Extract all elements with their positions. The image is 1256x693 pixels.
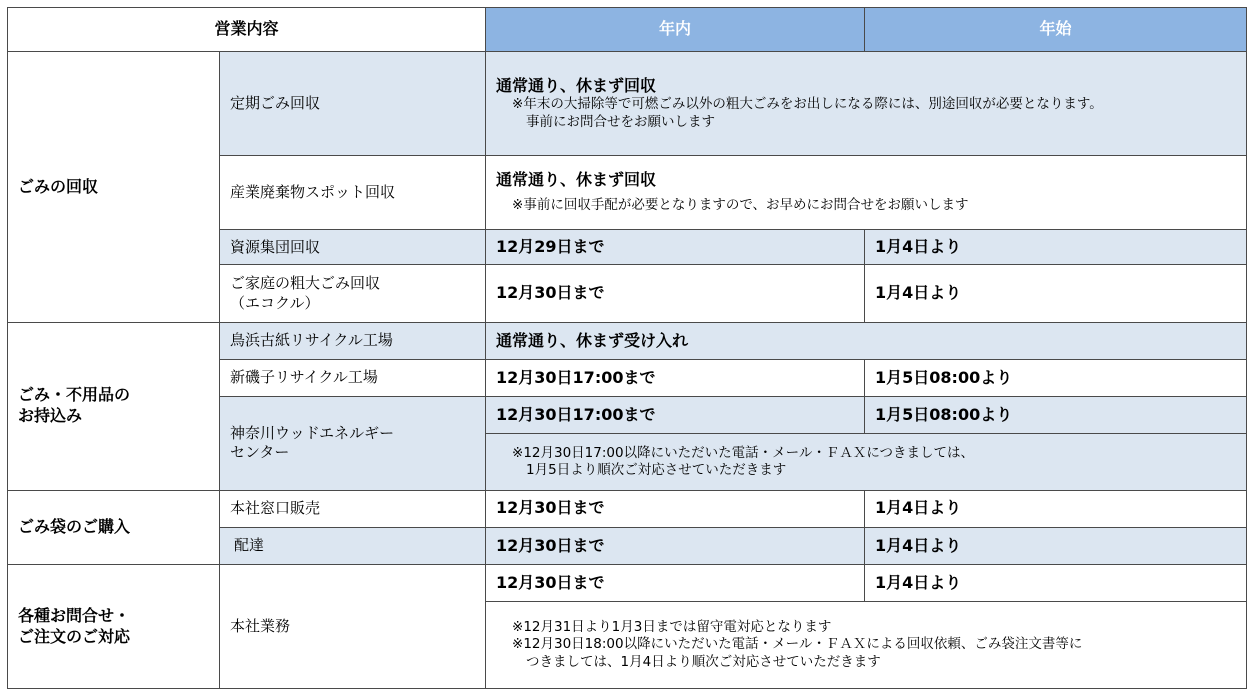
new-year-value: 1月4日より — [865, 230, 1247, 265]
category-garbage-collection: ごみの回収 — [8, 52, 220, 323]
category-line: ごみ・不用品の — [18, 385, 131, 405]
service-detail: 通常通り、休まず受け入れ — [486, 322, 1247, 359]
detail-note: ※12月30日18:00以降にいただいた電話・メール・ＦＡＸによる回収依頼、ごみ袋注文書等に — [512, 636, 1083, 653]
category-drop-off — [8, 322, 220, 490]
year-end-value: 12月30日まで — [486, 527, 865, 564]
service-note — [486, 602, 1247, 689]
category-inquiries — [8, 565, 220, 689]
detail-note: 1月5日より順次ご対応させていただきます — [526, 462, 787, 479]
detail-note: 事前にお問合せをお願いします — [526, 113, 716, 130]
new-year-value: 1月4日より — [865, 265, 1247, 322]
service-note — [486, 434, 1247, 490]
table-row — [8, 52, 1247, 156]
service-name-line: ご家庭の粗大ごみ回収 — [230, 274, 381, 293]
detail-main: 通常通り、休まず回収 — [496, 75, 657, 95]
category-line: 各種お問合せ・ — [18, 605, 131, 625]
service-name: 産業廃棄物スポット回収 — [220, 155, 486, 229]
detail-note: ※12月30日17:00以降にいただいた電話・メール・ＦＡＸにつきましては、 — [512, 444, 975, 461]
header-content: 営業内容 — [8, 8, 486, 52]
service-name: 本社窓口販売 — [220, 490, 486, 527]
year-end-value: 12月30日まで — [486, 565, 865, 602]
new-year-value: 1月5日08:00より — [865, 360, 1247, 397]
category-bags: ごみ袋のご購入 — [8, 490, 220, 564]
detail-note: ※12月31日より1月3日までは留守電対応となります — [512, 618, 832, 635]
year-end-value: 12月30日17:00まで — [486, 397, 865, 434]
table-row — [8, 490, 1247, 527]
new-year-value: 1月4日より — [865, 490, 1247, 527]
header-row — [8, 8, 1247, 52]
service-name: 新磯子リサイクル工場 — [220, 360, 486, 397]
new-year-value: 1月4日より — [865, 565, 1247, 602]
holiday-schedule-table — [7, 7, 1247, 689]
detail-main: 通常通り、休まず回収 — [496, 170, 657, 190]
service-name — [220, 265, 486, 322]
table-row — [8, 322, 1247, 359]
year-end-value: 12月30日まで — [486, 490, 865, 527]
new-year-value: 1月4日より — [865, 527, 1247, 564]
category-line: お持込み — [18, 406, 83, 426]
category-line: ご注文のご対応 — [18, 626, 131, 646]
service-name: 本社業務 — [220, 565, 486, 689]
service-name — [220, 397, 486, 491]
service-name-line: （エコクル） — [230, 293, 320, 312]
new-year-value: 1月5日08:00より — [865, 397, 1247, 434]
year-end-value: 12月30日17:00まで — [486, 360, 865, 397]
year-end-value: 12月29日まで — [486, 230, 865, 265]
service-name: 定期ごみ回収 — [220, 52, 486, 156]
service-name: 配達 — [220, 527, 486, 564]
table-row — [8, 565, 1247, 602]
header-year-end: 年内 — [486, 8, 865, 52]
service-detail — [486, 52, 1247, 156]
detail-note: ※事前に回収手配が必要となりますので、お早めにお問合せをお願いします — [512, 197, 969, 214]
detail-note: つきましては、1月4日より順次ご対応させていただきます — [526, 653, 881, 670]
detail-note: ※年末の大掃除等で可燃ごみ以外の粗大ごみをお出しになる際には、別途回収が必要となります。 — [512, 96, 1103, 113]
year-end-value: 12月30日まで — [486, 265, 865, 322]
service-name: 資源集団回収 — [220, 230, 486, 265]
header-new-year: 年始 — [865, 8, 1247, 52]
service-name-line: センター — [230, 443, 290, 462]
service-name: 鳥浜古紙リサイクル工場 — [220, 322, 486, 359]
service-detail — [486, 155, 1247, 229]
service-name-line: 神奈川ウッドエネルギー — [230, 423, 395, 442]
